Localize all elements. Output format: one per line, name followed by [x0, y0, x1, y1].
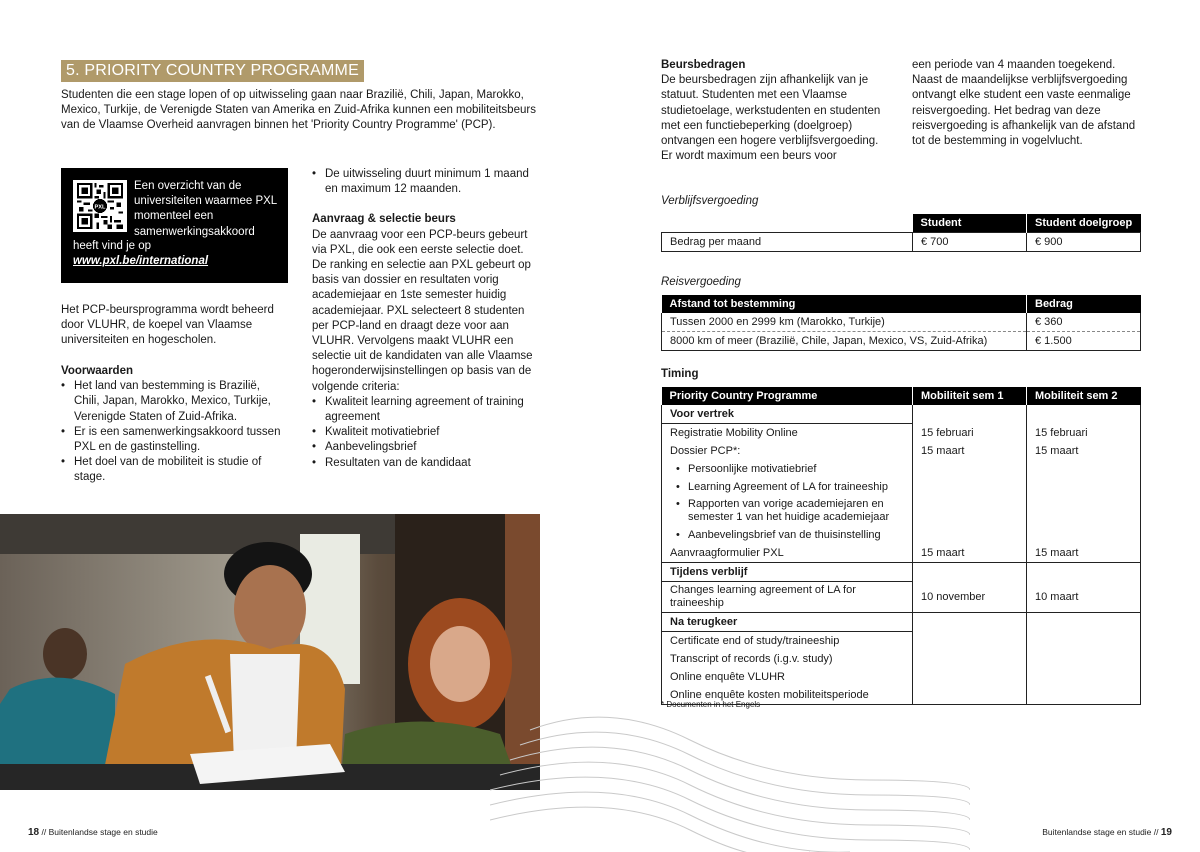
table-cell: Changes learning agreement of LA for traineeship [662, 582, 913, 613]
table-cell: Dossier PCP*: [662, 442, 913, 460]
table-row [662, 668, 1141, 686]
table-cell [913, 460, 1027, 478]
list-item: • Rapporten van vorige academiejaren en semester 1 van het huidige academiejaar [670, 498, 904, 524]
table-cell [1027, 613, 1141, 632]
table-cell: Certificate end of study/traineeship [662, 632, 913, 651]
table-row [662, 582, 1141, 613]
table-cell [1027, 563, 1141, 582]
table-cell [913, 478, 1027, 496]
list-item: • Kwaliteit learning agreement of training agreement [312, 395, 540, 425]
table-cell [913, 686, 1027, 705]
grants-heading: Beursbedragen [661, 59, 746, 71]
table-cell: 8000 km of meer (Brazilië, Chile, Japan, Mexico, VS, Zuid-Afrika) [662, 332, 1027, 351]
table-cell [913, 496, 1027, 526]
footer-left [28, 827, 158, 838]
table-header-cell: Bedrag [1027, 295, 1141, 313]
table-row [662, 496, 1141, 526]
table-cell: Online enquête VLUHR [662, 668, 913, 686]
table-header-cell: Mobiliteit sem 1 [913, 387, 1027, 405]
qr-code[interactable] [73, 180, 127, 232]
table-row [662, 613, 1141, 632]
table-cell: 15 maart [913, 544, 1027, 563]
table-cell: 10 maart [1027, 582, 1141, 613]
table-cell: 10 november [913, 582, 1027, 613]
list-item: • Het land van bestemming is Brazilië, Chili, Japan, Marokko, Mexico, Turkije, Verenigde Staten of Zuid-Afrika. [61, 379, 283, 425]
table-header-cell: Student [913, 214, 1027, 233]
table-cell: 15 maart [1027, 544, 1141, 563]
table-row [662, 650, 1141, 668]
decorative-waves [490, 690, 970, 852]
table-header-row [662, 214, 1141, 233]
table-cell [1027, 478, 1141, 496]
list-item: • De uitwisseling duurt minimum 1 maand en maximum 12 maanden. [312, 167, 540, 197]
students-photo [0, 514, 540, 790]
table-row [662, 332, 1141, 351]
table-cell [1027, 668, 1141, 686]
grants-paragraph-1: De beursbedragen zijn afhankelijk van je statuut. Studenten met een Vlaamse studietoelage, werkstudenten en studenten met een functiebeperking (doelgroep) ontvangen een hogere verblijfsvergoeding. Er wordt maximum een beurs voor [661, 74, 881, 163]
table-cell: € 1.500 [1027, 332, 1141, 351]
table-cell: 15 maart [1027, 442, 1141, 460]
students-photo-illustration [0, 514, 540, 790]
list-item: • Er is een samenwerkingsakkoord tussen PXL en de gastinstelling. [61, 425, 283, 455]
conditions-list [61, 379, 283, 485]
qr-code-icon [76, 183, 124, 229]
table-group-heading: Na terugkeer [662, 613, 913, 632]
footer-left-text: // Buitenlandse stage en studie [41, 827, 158, 837]
travel-allowance-table [661, 295, 1141, 351]
table-row [662, 405, 1141, 424]
table-cell: Transcript of records (i.g.v. study) [662, 650, 913, 668]
table-row [662, 526, 1141, 544]
grants-paragraph-2: een periode van 4 maanden toegekend. Naast de maandelijkse verblijfsvergoeding ontvangt elke student een vaste eenmalige reisvergoeding. Het bedrag van deze reisvergoeding is afhankelijk van de afstand tot de bestemming in vogelvlucht. [912, 59, 1136, 148]
table-cell [1027, 686, 1141, 705]
table-cell: € 900 [1027, 233, 1141, 252]
conditions-heading: Voorwaarden [61, 365, 133, 377]
list-item: • Aanbevelingsbrief [312, 440, 540, 455]
list-item: • Het doel van de mobiliteit is studie of stage. [61, 455, 283, 485]
table-cell [913, 526, 1027, 544]
table-cell [662, 526, 913, 544]
timing-title: Timing [661, 368, 699, 380]
table-cell [913, 650, 1027, 668]
footer-right [1042, 827, 1172, 838]
qr-info-box [61, 168, 288, 283]
qr-box-text-continued [73, 239, 283, 269]
grants-col1 [661, 58, 889, 164]
managed-paragraph: Het PCP-beursprogramma wordt beheerd door VLUHR, de koepel van Vlaamse universiteiten en hogescholen. [61, 304, 274, 347]
timing-table [661, 387, 1141, 705]
table-cell [662, 478, 913, 496]
table-cell [1027, 526, 1141, 544]
qr-box-text2: heeft vind je op [73, 240, 152, 252]
intro-paragraph: Studenten die een stage lopen of op uitwisseling gaan naar Brazilië, Chili, Japan, Marokko, Mexico, Turkije, de Verenigde Staten van Amerika en Zuid-Afrika kunnen een mobiliteitsbeurs van de Vlaamse Overheid aanvragen binnen het 'Priority Country Programme' (PCP). [61, 89, 536, 132]
table-cell: Aanvraagformulier PXL [662, 544, 913, 563]
criteria-list [312, 395, 540, 471]
table-cell [662, 496, 913, 526]
list-item: • Aanbevelingsbrief van de thuisinstelling [670, 528, 904, 542]
international-link[interactable]: www.pxl.be/international [73, 255, 209, 268]
table-cell [913, 668, 1027, 686]
table-cell [662, 460, 913, 478]
footer-right-page-number: 19 [1160, 827, 1172, 838]
list-item: • Learning Agreement of LA for traineeship [670, 480, 904, 494]
list-item: • Persoonlijke motivatiebrief [670, 462, 904, 476]
table-cell [1027, 650, 1141, 668]
table-header-cell: Mobiliteit sem 2 [1027, 387, 1141, 405]
conditions-section [61, 364, 283, 486]
table-group-heading: Voor vertrek [662, 405, 913, 424]
travel-table-title: Reisvergoeding [661, 276, 741, 288]
stay-table-title: Verblijfsvergoeding [661, 195, 759, 207]
table-row [662, 544, 1141, 563]
application-paragraph: De aanvraag voor een PCP-beurs gebeurt via PXL, die ook een eerste selectie doet. De ranking en selectie aan PXL gebeurt op basis van dossier en resultaten vorig academiejaar en 1ste semester huidig academiejaar. PXL selecteert 8 studenten per PCP-land en draagt deze voor aan VLUHR. Vervolgens maakt VLUHR een selectie uit de kandidaten van alle Vlaamse hogeronderwijsinstellingen op basis van de volgende criteria: [312, 228, 533, 393]
list-item: • Kwaliteit motivatiebrief [312, 425, 540, 440]
table-row [662, 632, 1141, 651]
table-cell [913, 405, 1027, 424]
table-row [662, 442, 1141, 460]
table-cell: € 360 [1027, 313, 1141, 332]
table-cell [1027, 496, 1141, 526]
table-cell: Bedrag per maand [662, 233, 913, 252]
footnote: * Documenten in het Engels [661, 700, 761, 709]
table-cell: 15 februari [913, 424, 1027, 443]
table-cell [1027, 632, 1141, 651]
table-row [662, 313, 1141, 332]
table-group-heading: Tijdens verblijf [662, 563, 913, 582]
table-row [662, 460, 1141, 478]
middle-column [312, 167, 540, 471]
list-item: • Resultaten van de kandidaat [312, 456, 540, 471]
footer-right-text: Buitenlandse stage en studie // [1042, 827, 1159, 837]
footer-left-page-number: 18 [28, 827, 40, 838]
table-header-row [662, 387, 1141, 405]
qr-logo-text: PXL [94, 204, 106, 211]
table-row [662, 233, 1141, 252]
table-cell [913, 613, 1027, 632]
table-header-cell: Student doelgroep [1027, 214, 1141, 233]
table-header-cell [662, 214, 913, 233]
application-heading: Aanvraag & selectie beurs [312, 213, 456, 226]
table-cell: 15 maart [913, 442, 1027, 460]
table-cell: Tussen 2000 en 2999 km (Marokko, Turkije) [662, 313, 1027, 332]
stay-allowance-table [661, 214, 1141, 252]
table-cell: € 700 [913, 233, 1027, 252]
table-header-cell: Afstand tot bestemming [662, 295, 1027, 313]
duration-list [312, 167, 540, 197]
table-row [662, 424, 1141, 443]
qr-box-text: Een overzicht van de universiteiten waarmee PXL momenteel een samenwerkingsakkoord [134, 180, 277, 238]
table-row [662, 563, 1141, 582]
table-row [662, 478, 1141, 496]
table-cell [913, 563, 1027, 582]
table-header-cell: Priority Country Programme [662, 387, 913, 405]
table-cell [1027, 460, 1141, 478]
table-cell: Registratie Mobility Online [662, 424, 913, 443]
table-cell: Online enquête kosten mobiliteitsperiode [662, 686, 913, 705]
section-title: 5. PRIORITY COUNTRY PROGRAMME [61, 60, 364, 82]
table-cell [1027, 405, 1141, 424]
table-cell: 15 februari [1027, 424, 1141, 443]
table-cell [913, 632, 1027, 651]
table-header-row [662, 295, 1141, 313]
